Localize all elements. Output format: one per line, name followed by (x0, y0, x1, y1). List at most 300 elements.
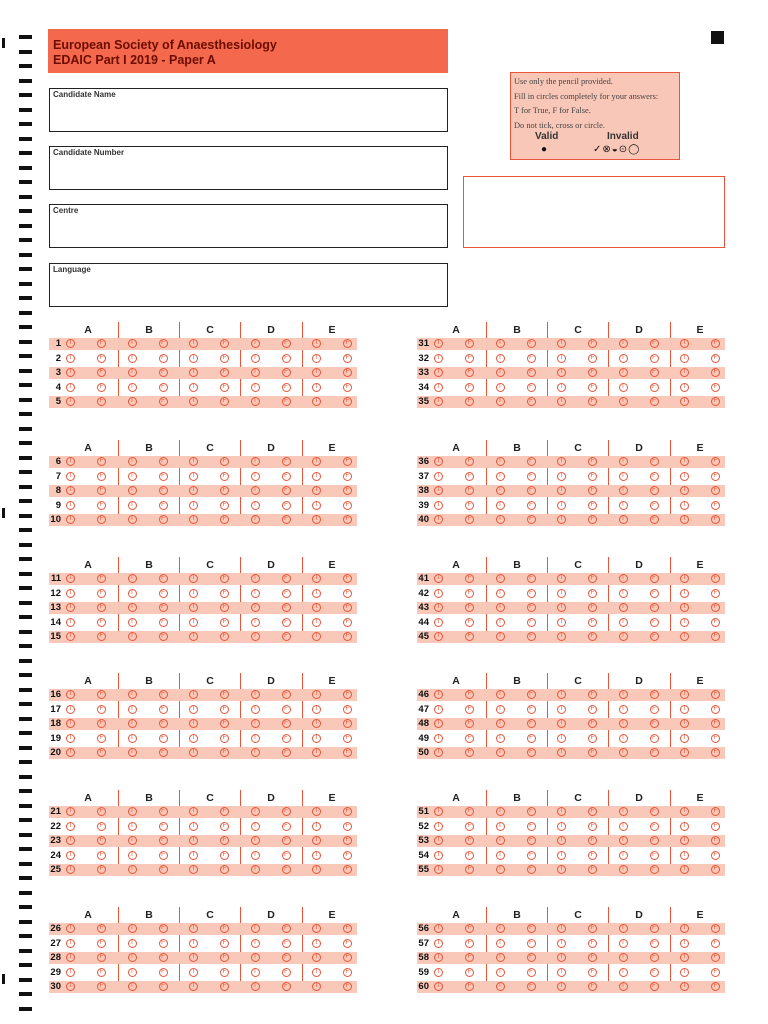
answer-bubble-true[interactable]: T (312, 734, 321, 743)
answer-bubble-false[interactable]: F (343, 354, 352, 363)
answer-bubble-false[interactable]: F (588, 719, 597, 728)
answer-bubble-true[interactable]: T (66, 734, 75, 743)
answer-bubble-true[interactable]: T (189, 748, 198, 757)
answer-bubble-true[interactable]: T (496, 457, 505, 466)
answer-bubble-true[interactable]: T (312, 968, 321, 977)
answer-bubble-true[interactable]: T (312, 632, 321, 641)
answer-bubble-false[interactable]: F (282, 982, 291, 991)
answer-bubble-true[interactable]: T (128, 339, 137, 348)
answer-bubble-false[interactable]: F (159, 457, 168, 466)
answer-bubble-false[interactable]: F (343, 690, 352, 699)
answer-bubble-false[interactable]: F (220, 734, 229, 743)
answer-bubble-false[interactable]: F (97, 472, 106, 481)
answer-bubble-true[interactable]: T (312, 748, 321, 757)
answer-bubble-false[interactable]: F (220, 851, 229, 860)
answer-bubble-false[interactable]: F (527, 515, 536, 524)
answer-bubble-true[interactable]: T (312, 690, 321, 699)
answer-bubble-false[interactable]: F (282, 939, 291, 948)
answer-bubble-true[interactable]: T (557, 851, 566, 860)
answer-bubble-false[interactable]: F (465, 603, 474, 612)
answer-bubble-false[interactable]: F (282, 368, 291, 377)
answer-bubble-false[interactable]: F (711, 486, 720, 495)
answer-bubble-true[interactable]: T (680, 603, 689, 612)
answer-bubble-false[interactable]: F (650, 603, 659, 612)
answer-bubble-true[interactable]: T (619, 822, 628, 831)
answer-bubble-false[interactable]: F (220, 339, 229, 348)
answer-bubble-false[interactable]: F (465, 515, 474, 524)
answer-bubble-false[interactable]: F (527, 982, 536, 991)
answer-bubble-true[interactable]: T (557, 574, 566, 583)
language-field[interactable] (49, 263, 448, 307)
answer-bubble-false[interactable]: F (97, 339, 106, 348)
answer-bubble-true[interactable]: T (251, 383, 260, 392)
answer-bubble-true[interactable]: T (557, 719, 566, 728)
answer-bubble-true[interactable]: T (251, 982, 260, 991)
answer-bubble-false[interactable]: F (97, 397, 106, 406)
answer-bubble-true[interactable]: T (128, 632, 137, 641)
answer-bubble-true[interactable]: T (66, 368, 75, 377)
answer-bubble-true[interactable]: T (66, 397, 75, 406)
answer-bubble-false[interactable]: F (588, 953, 597, 962)
answer-bubble-false[interactable]: F (159, 851, 168, 860)
answer-bubble-false[interactable]: F (97, 589, 106, 598)
answer-bubble-true[interactable]: T (496, 339, 505, 348)
answer-bubble-false[interactable]: F (97, 705, 106, 714)
answer-bubble-false[interactable]: F (588, 354, 597, 363)
centre-field[interactable] (49, 204, 448, 248)
answer-bubble-true[interactable]: T (189, 836, 198, 845)
answer-bubble-false[interactable]: F (220, 924, 229, 933)
answer-bubble-false[interactable]: F (527, 968, 536, 977)
answer-bubble-false[interactable]: F (220, 472, 229, 481)
answer-bubble-true[interactable]: T (619, 354, 628, 363)
answer-bubble-true[interactable]: T (496, 618, 505, 627)
answer-bubble-false[interactable]: F (588, 574, 597, 583)
answer-bubble-true[interactable]: T (251, 953, 260, 962)
answer-bubble-true[interactable]: T (557, 339, 566, 348)
answer-bubble-true[interactable]: T (251, 603, 260, 612)
answer-bubble-false[interactable]: F (711, 968, 720, 977)
answer-bubble-true[interactable]: T (189, 339, 198, 348)
answer-bubble-false[interactable]: F (465, 953, 474, 962)
answer-bubble-false[interactable]: F (588, 807, 597, 816)
answer-bubble-true[interactable]: T (312, 618, 321, 627)
answer-bubble-false[interactable]: F (527, 368, 536, 377)
answer-bubble-true[interactable]: T (619, 953, 628, 962)
answer-bubble-true[interactable]: T (128, 865, 137, 874)
answer-bubble-true[interactable]: T (434, 851, 443, 860)
answer-bubble-true[interactable]: T (66, 339, 75, 348)
answer-bubble-false[interactable]: F (465, 354, 474, 363)
answer-bubble-false[interactable]: F (343, 953, 352, 962)
answer-bubble-false[interactable]: F (711, 457, 720, 466)
answer-bubble-true[interactable]: T (680, 851, 689, 860)
answer-bubble-false[interactable]: F (588, 982, 597, 991)
answer-bubble-false[interactable]: F (527, 865, 536, 874)
answer-bubble-true[interactable]: T (66, 705, 75, 714)
answer-bubble-false[interactable]: F (159, 618, 168, 627)
answer-bubble-true[interactable]: T (128, 719, 137, 728)
answer-bubble-true[interactable]: T (557, 383, 566, 392)
answer-bubble-false[interactable]: F (527, 589, 536, 598)
answer-bubble-true[interactable]: T (128, 953, 137, 962)
answer-bubble-true[interactable]: T (66, 515, 75, 524)
answer-bubble-false[interactable]: F (465, 748, 474, 757)
answer-bubble-false[interactable]: F (588, 339, 597, 348)
answer-bubble-false[interactable]: F (588, 690, 597, 699)
answer-bubble-true[interactable]: T (251, 354, 260, 363)
answer-bubble-false[interactable]: F (650, 982, 659, 991)
answer-bubble-true[interactable]: T (66, 865, 75, 874)
answer-bubble-false[interactable]: F (343, 383, 352, 392)
answer-bubble-true[interactable]: T (557, 748, 566, 757)
answer-bubble-false[interactable]: F (97, 632, 106, 641)
answer-bubble-true[interactable]: T (251, 632, 260, 641)
answer-bubble-true[interactable]: T (557, 515, 566, 524)
answer-bubble-false[interactable]: F (282, 501, 291, 510)
answer-bubble-false[interactable]: F (711, 939, 720, 948)
answer-bubble-true[interactable]: T (434, 968, 443, 977)
answer-bubble-true[interactable]: T (557, 822, 566, 831)
answer-bubble-true[interactable]: T (66, 589, 75, 598)
answer-bubble-true[interactable]: T (189, 924, 198, 933)
answer-bubble-false[interactable]: F (220, 618, 229, 627)
answer-bubble-false[interactable]: F (159, 953, 168, 962)
answer-bubble-true[interactable]: T (557, 982, 566, 991)
answer-bubble-false[interactable]: F (650, 719, 659, 728)
answer-bubble-true[interactable]: T (128, 982, 137, 991)
answer-bubble-true[interactable]: T (128, 734, 137, 743)
answer-bubble-false[interactable]: F (527, 953, 536, 962)
answer-bubble-false[interactable]: F (343, 734, 352, 743)
answer-bubble-false[interactable]: F (465, 618, 474, 627)
answer-bubble-false[interactable]: F (343, 339, 352, 348)
answer-bubble-true[interactable]: T (434, 339, 443, 348)
answer-bubble-true[interactable]: T (66, 486, 75, 495)
answer-bubble-true[interactable]: T (251, 865, 260, 874)
answer-bubble-true[interactable]: T (680, 690, 689, 699)
answer-bubble-false[interactable]: F (527, 472, 536, 481)
answer-bubble-false[interactable]: F (527, 383, 536, 392)
answer-bubble-true[interactable]: T (66, 457, 75, 466)
answer-bubble-true[interactable]: T (557, 486, 566, 495)
answer-bubble-true[interactable]: T (496, 836, 505, 845)
answer-bubble-true[interactable]: T (434, 457, 443, 466)
answer-bubble-true[interactable]: T (619, 632, 628, 641)
candidate-name-field[interactable] (49, 88, 448, 132)
answer-bubble-true[interactable]: T (619, 851, 628, 860)
answer-bubble-true[interactable]: T (251, 924, 260, 933)
answer-bubble-true[interactable]: T (128, 748, 137, 757)
answer-bubble-false[interactable]: F (282, 618, 291, 627)
answer-bubble-true[interactable]: T (189, 618, 198, 627)
answer-bubble-false[interactable]: F (711, 836, 720, 845)
answer-bubble-true[interactable]: T (66, 982, 75, 991)
answer-bubble-true[interactable]: T (128, 968, 137, 977)
answer-bubble-true[interactable]: T (557, 734, 566, 743)
answer-bubble-true[interactable]: T (619, 734, 628, 743)
answer-bubble-true[interactable]: T (434, 472, 443, 481)
answer-bubble-true[interactable]: T (189, 968, 198, 977)
answer-bubble-false[interactable]: F (159, 836, 168, 845)
answer-bubble-true[interactable]: T (312, 924, 321, 933)
answer-bubble-true[interactable]: T (189, 807, 198, 816)
answer-bubble-false[interactable]: F (220, 589, 229, 598)
answer-bubble-true[interactable]: T (680, 383, 689, 392)
answer-bubble-true[interactable]: T (619, 982, 628, 991)
answer-bubble-true[interactable]: T (680, 368, 689, 377)
answer-bubble-true[interactable]: T (251, 968, 260, 977)
answer-bubble-false[interactable]: F (220, 865, 229, 874)
answer-bubble-false[interactable]: F (97, 690, 106, 699)
answer-bubble-false[interactable]: F (650, 939, 659, 948)
answer-bubble-true[interactable]: T (619, 339, 628, 348)
answer-bubble-true[interactable]: T (128, 383, 137, 392)
answer-bubble-false[interactable]: F (159, 734, 168, 743)
answer-bubble-true[interactable]: T (128, 836, 137, 845)
answer-bubble-false[interactable]: F (159, 705, 168, 714)
answer-bubble-true[interactable]: T (434, 836, 443, 845)
answer-bubble-false[interactable]: F (711, 501, 720, 510)
answer-bubble-true[interactable]: T (128, 589, 137, 598)
answer-bubble-false[interactable]: F (220, 748, 229, 757)
answer-bubble-false[interactable]: F (527, 690, 536, 699)
answer-bubble-true[interactable]: T (619, 968, 628, 977)
answer-bubble-true[interactable]: T (557, 968, 566, 977)
answer-bubble-true[interactable]: T (619, 690, 628, 699)
answer-bubble-true[interactable]: T (251, 457, 260, 466)
answer-bubble-false[interactable]: F (220, 457, 229, 466)
answer-bubble-true[interactable]: T (312, 705, 321, 714)
answer-bubble-true[interactable]: T (680, 982, 689, 991)
answer-bubble-true[interactable]: T (312, 865, 321, 874)
answer-bubble-false[interactable]: F (465, 968, 474, 977)
answer-bubble-true[interactable]: T (680, 515, 689, 524)
answer-bubble-false[interactable]: F (97, 603, 106, 612)
answer-bubble-false[interactable]: F (650, 836, 659, 845)
answer-bubble-false[interactable]: F (220, 383, 229, 392)
answer-bubble-true[interactable]: T (619, 501, 628, 510)
answer-bubble-false[interactable]: F (465, 457, 474, 466)
answer-bubble-false[interactable]: F (588, 851, 597, 860)
answer-bubble-false[interactable]: F (220, 368, 229, 377)
answer-bubble-true[interactable]: T (434, 748, 443, 757)
answer-bubble-true[interactable]: T (619, 574, 628, 583)
answer-bubble-false[interactable]: F (650, 734, 659, 743)
answer-bubble-false[interactable]: F (343, 748, 352, 757)
answer-bubble-false[interactable]: F (465, 719, 474, 728)
answer-bubble-true[interactable]: T (312, 719, 321, 728)
answer-bubble-true[interactable]: T (189, 515, 198, 524)
answer-bubble-true[interactable]: T (496, 748, 505, 757)
answer-bubble-false[interactable]: F (588, 865, 597, 874)
answer-bubble-false[interactable]: F (588, 472, 597, 481)
answer-bubble-false[interactable]: F (159, 632, 168, 641)
answer-bubble-false[interactable]: F (282, 705, 291, 714)
answer-bubble-true[interactable]: T (189, 982, 198, 991)
answer-bubble-true[interactable]: T (66, 748, 75, 757)
answer-bubble-false[interactable]: F (711, 690, 720, 699)
answer-bubble-false[interactable]: F (527, 457, 536, 466)
answer-bubble-true[interactable]: T (557, 501, 566, 510)
answer-bubble-false[interactable]: F (97, 719, 106, 728)
answer-bubble-true[interactable]: T (680, 574, 689, 583)
answer-bubble-true[interactable]: T (619, 719, 628, 728)
answer-bubble-true[interactable]: T (619, 457, 628, 466)
answer-bubble-true[interactable]: T (312, 589, 321, 598)
answer-bubble-false[interactable]: F (711, 719, 720, 728)
answer-bubble-false[interactable]: F (588, 748, 597, 757)
answer-bubble-true[interactable]: T (312, 457, 321, 466)
answer-bubble-false[interactable]: F (159, 339, 168, 348)
answer-bubble-true[interactable]: T (434, 632, 443, 641)
answer-bubble-true[interactable]: T (128, 457, 137, 466)
answer-bubble-true[interactable]: T (312, 982, 321, 991)
answer-bubble-false[interactable]: F (711, 354, 720, 363)
answer-bubble-false[interactable]: F (711, 748, 720, 757)
answer-bubble-true[interactable]: T (680, 924, 689, 933)
answer-bubble-true[interactable]: T (619, 486, 628, 495)
answer-bubble-true[interactable]: T (619, 705, 628, 714)
answer-bubble-true[interactable]: T (496, 705, 505, 714)
answer-bubble-false[interactable]: F (711, 982, 720, 991)
answer-bubble-false[interactable]: F (465, 632, 474, 641)
answer-bubble-false[interactable]: F (343, 939, 352, 948)
answer-bubble-false[interactable]: F (97, 851, 106, 860)
answer-bubble-false[interactable]: F (711, 924, 720, 933)
answer-bubble-false[interactable]: F (159, 486, 168, 495)
answer-bubble-true[interactable]: T (189, 472, 198, 481)
answer-bubble-false[interactable]: F (711, 472, 720, 481)
answer-bubble-true[interactable]: T (128, 472, 137, 481)
answer-bubble-false[interactable]: F (159, 589, 168, 598)
answer-bubble-true[interactable]: T (496, 472, 505, 481)
answer-bubble-true[interactable]: T (66, 472, 75, 481)
answer-bubble-false[interactable]: F (711, 574, 720, 583)
answer-bubble-false[interactable]: F (465, 807, 474, 816)
answer-bubble-false[interactable]: F (465, 368, 474, 377)
answer-bubble-true[interactable]: T (496, 515, 505, 524)
answer-bubble-true[interactable]: T (189, 501, 198, 510)
answer-bubble-true[interactable]: T (251, 690, 260, 699)
answer-bubble-true[interactable]: T (66, 603, 75, 612)
answer-bubble-true[interactable]: T (619, 924, 628, 933)
answer-bubble-false[interactable]: F (650, 515, 659, 524)
answer-bubble-false[interactable]: F (711, 705, 720, 714)
answer-bubble-true[interactable]: T (189, 397, 198, 406)
answer-bubble-false[interactable]: F (650, 501, 659, 510)
answer-bubble-true[interactable]: T (312, 574, 321, 583)
answer-bubble-false[interactable]: F (220, 705, 229, 714)
answer-bubble-true[interactable]: T (434, 383, 443, 392)
answer-bubble-true[interactable]: T (189, 632, 198, 641)
answer-bubble-false[interactable]: F (343, 851, 352, 860)
answer-bubble-false[interactable]: F (527, 748, 536, 757)
answer-bubble-true[interactable]: T (128, 501, 137, 510)
answer-bubble-true[interactable]: T (496, 807, 505, 816)
answer-bubble-true[interactable]: T (128, 618, 137, 627)
answer-bubble-false[interactable]: F (465, 574, 474, 583)
answer-bubble-false[interactable]: F (650, 968, 659, 977)
answer-bubble-true[interactable]: T (251, 515, 260, 524)
answer-bubble-true[interactable]: T (128, 807, 137, 816)
answer-bubble-true[interactable]: T (189, 851, 198, 860)
answer-bubble-false[interactable]: F (97, 748, 106, 757)
answer-bubble-false[interactable]: F (282, 457, 291, 466)
answer-bubble-false[interactable]: F (527, 501, 536, 510)
answer-bubble-false[interactable]: F (465, 383, 474, 392)
answer-bubble-false[interactable]: F (588, 603, 597, 612)
answer-bubble-true[interactable]: T (189, 589, 198, 598)
answer-bubble-false[interactable]: F (220, 982, 229, 991)
answer-bubble-false[interactable]: F (650, 574, 659, 583)
answer-bubble-false[interactable]: F (220, 822, 229, 831)
answer-bubble-false[interactable]: F (650, 690, 659, 699)
answer-bubble-true[interactable]: T (128, 515, 137, 524)
answer-bubble-true[interactable]: T (128, 397, 137, 406)
answer-bubble-true[interactable]: T (189, 383, 198, 392)
answer-bubble-false[interactable]: F (650, 339, 659, 348)
answer-bubble-true[interactable]: T (128, 851, 137, 860)
answer-bubble-false[interactable]: F (527, 486, 536, 495)
answer-bubble-true[interactable]: T (189, 574, 198, 583)
answer-bubble-false[interactable]: F (465, 589, 474, 598)
answer-bubble-true[interactable]: T (496, 719, 505, 728)
answer-bubble-true[interactable]: T (251, 397, 260, 406)
answer-bubble-false[interactable]: F (650, 618, 659, 627)
answer-bubble-false[interactable]: F (650, 397, 659, 406)
answer-bubble-false[interactable]: F (97, 939, 106, 948)
answer-bubble-true[interactable]: T (434, 734, 443, 743)
answer-bubble-true[interactable]: T (619, 836, 628, 845)
answer-bubble-true[interactable]: T (251, 734, 260, 743)
answer-bubble-true[interactable]: T (189, 457, 198, 466)
answer-bubble-true[interactable]: T (312, 953, 321, 962)
answer-bubble-false[interactable]: F (465, 939, 474, 948)
answer-bubble-false[interactable]: F (588, 457, 597, 466)
answer-bubble-true[interactable]: T (619, 748, 628, 757)
answer-bubble-true[interactable]: T (312, 603, 321, 612)
answer-bubble-false[interactable]: F (159, 748, 168, 757)
answer-bubble-false[interactable]: F (220, 953, 229, 962)
answer-bubble-true[interactable]: T (189, 939, 198, 948)
answer-bubble-true[interactable]: T (619, 368, 628, 377)
answer-bubble-false[interactable]: F (343, 982, 352, 991)
answer-bubble-true[interactable]: T (680, 589, 689, 598)
answer-bubble-true[interactable]: T (66, 968, 75, 977)
answer-bubble-false[interactable]: F (588, 383, 597, 392)
answer-bubble-false[interactable]: F (159, 719, 168, 728)
answer-bubble-true[interactable]: T (496, 982, 505, 991)
answer-bubble-false[interactable]: F (527, 734, 536, 743)
answer-bubble-false[interactable]: F (588, 836, 597, 845)
answer-bubble-false[interactable]: F (588, 501, 597, 510)
answer-bubble-false[interactable]: F (527, 807, 536, 816)
answer-bubble-false[interactable]: F (159, 383, 168, 392)
answer-bubble-true[interactable]: T (557, 807, 566, 816)
answer-bubble-true[interactable]: T (680, 632, 689, 641)
answer-bubble-false[interactable]: F (220, 515, 229, 524)
answer-bubble-true[interactable]: T (66, 354, 75, 363)
answer-bubble-false[interactable]: F (343, 719, 352, 728)
answer-bubble-false[interactable]: F (465, 397, 474, 406)
answer-bubble-false[interactable]: F (97, 982, 106, 991)
answer-bubble-true[interactable]: T (557, 457, 566, 466)
answer-bubble-false[interactable]: F (282, 836, 291, 845)
answer-bubble-false[interactable]: F (588, 705, 597, 714)
answer-bubble-true[interactable]: T (189, 953, 198, 962)
answer-bubble-false[interactable]: F (465, 822, 474, 831)
